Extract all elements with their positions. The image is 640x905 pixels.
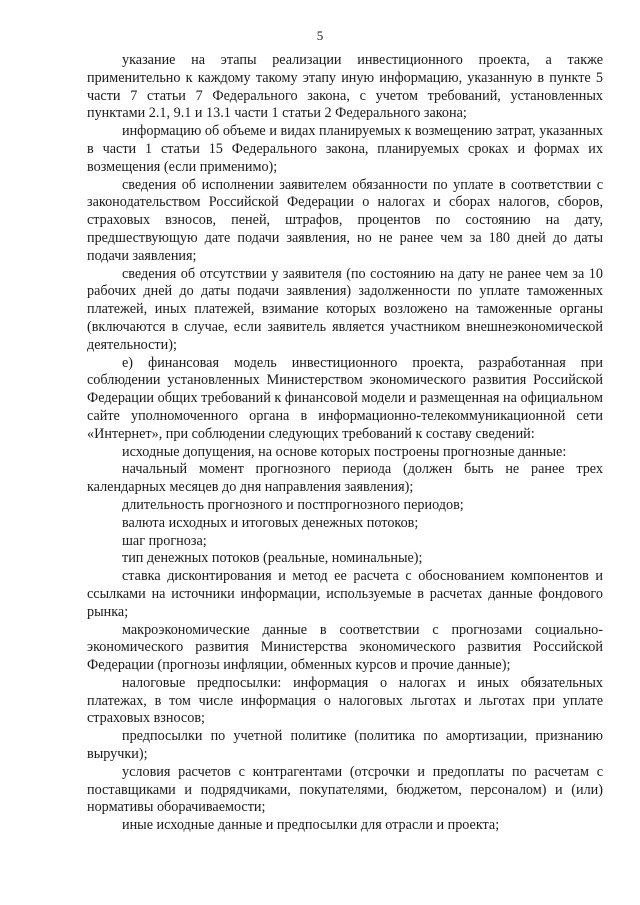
document-body [87, 52, 603, 835]
paragraph: условия расчетов с контрагентами (отсрочки и предоплаты по расчетам с поставщиками и подрядчиками, покупателями, бюджетом, персоналом) и (или) нормативы оборачиваемости; [87, 763, 603, 816]
paragraph: предпосылки по учетной политике (политика по амортизации, признанию выручки); [87, 728, 603, 763]
paragraph: налоговые предпосылки: информация о налогах и иных обязательных платежах, в том числе информация о налоговых льготах и льготах при уплате страховых взносов; [87, 674, 603, 727]
paragraph: исходные допущения, на основе которых построены прогнозные данные: [122, 443, 567, 460]
paragraph: указание на этапы реализации инвестиционного проекта, а также применительно к каждому такому этапу иную информацию, указанную в пункте 5 части 7 статьи 7 Федерального закона, с учетом требований, установленных пунктами 2.1, 9.1 и 13.1 части 1 статьи 2 Федерального закона; [87, 52, 603, 122]
page-number: 5 [316, 28, 324, 43]
paragraph: шаг прогноза; [122, 532, 207, 549]
paragraph: иные исходные данные и предпосылки для отрасли и проекта; [122, 817, 500, 834]
paragraph: макроэкономические данные в соответствии с прогнозами социально-экономического развития Министерства экономического развития Российской Федерации (прогнозы инфляции, обменных курсов и прочие данные); [87, 621, 603, 674]
paragraph: сведения об отсутствии у заявителя (по состоянию на дату не ранее чем за 10 рабочих дней до даты подачи заявления) задолженности по уплате таможенных платежей, иных платежей, взимание которых возложено на таможенные органы (включаются в случае, если заявитель является участником внешнеэкономической деятельности); [87, 265, 603, 353]
paragraph: валюта исходных и итоговых денежных потоков; [122, 514, 419, 531]
paragraph: тип денежных потоков (реальные, номинальные); [122, 550, 423, 567]
paragraph: ставка дисконтирования и метод ее расчета с обоснованием компонентов и ссылками на источники информации, используемые в расчетах данные фондового рынка; [87, 568, 603, 620]
paragraph: е) финансовая модель инвестиционного проекта, разработанная при соблюдении установленных Министерством экономического развития Российской Федерации общих требований к финансовой модели и размещенная на официальном сайте уполномоченного органа в информационно-телекоммуникационной сети «Интернет», при соблюдении следующих требований к составу сведений: [87, 354, 603, 442]
paragraph: начальный момент прогнозного периода (должен быть не ранее трех календарных месяцев до дня направления заявления); [87, 461, 603, 496]
paragraph: длительность прогнозного и постпрогнозного периодов; [122, 496, 464, 513]
paragraph: информацию об объеме и видах планируемых к возмещению затрат, указанных в части 1 статьи 15 Федерального закона, планируемых сроках и формах их возмещения (если применимо); [87, 123, 603, 175]
paragraph: сведения об исполнении заявителем обязанности по уплате в соответствии с законодательством Российской Федерации о налогах и сборах налогов, сборов, страховых взносов, пеней, штрафов, процентов по состоянию на дату, предшествующую дате подачи заявления, но не ранее чем за 180 дней до даты подачи заявления; [87, 176, 603, 264]
